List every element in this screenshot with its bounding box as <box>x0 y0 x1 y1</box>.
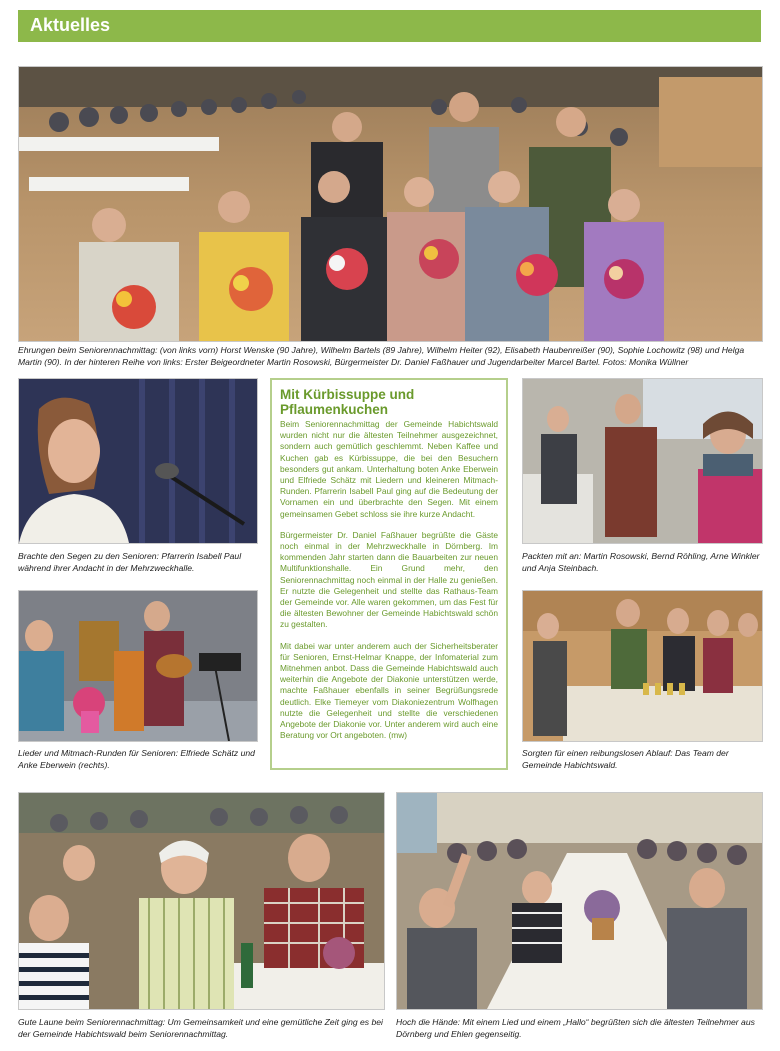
laughing-photo <box>18 792 385 1010</box>
helpers-photo <box>522 378 763 544</box>
helpers-photo-image <box>523 379 762 543</box>
team-photo-image <box>523 591 762 741</box>
helpers-caption: Packten mit an: Martin Rosowski, Bernd Röhling, Arne Winkler und Anja Steinbach. <box>522 551 760 573</box>
laughing-photo-image <box>19 793 384 1009</box>
hands-photo <box>396 792 763 1010</box>
article-paragraph-1: Beim Seniorennachmittag der Gemeinde Habichtswald wurden nicht nur die ältesten Teilnehmer ausgezeichnet, sondern auch gemütlich geschlemmt. Neben Kaffee und Kuchen gab es Kürbissuppe, die bei den Besuchern besonders gut ankam. Unterhaltung boten Anke Eberwein und Elfriede Schätz mit Liedern und kleineren Mitmach-Runden. Pfarrerin Isabell Paul ging auf die Bedeutung der Vornamen ein und überbrachte den Segen. Mit einem gemeinsamen Gebet schloss sie ihre kurze Andacht. <box>280 419 498 519</box>
article-headline: Mit Kürbissuppe und Pflaumenkuchen <box>280 387 415 417</box>
pastor-caption: Brachte den Segen zu den Senioren: Pfarrerin Isabell Paul während ihrer Andacht in der Mehrzweckhalle. <box>18 551 242 573</box>
pastor-photo-image <box>19 379 257 543</box>
music-caption: Lieder und Mitmach-Runden für Senioren: Elfriede Schätz und Anke Eberwein (rechts). <box>18 748 255 770</box>
group-photo-image <box>19 67 762 341</box>
main-photo-caption: Ehrungen beim Seniorennachmittag: (von links vorn) Horst Wenske (90 Jahre), Wilhelm Bartels (89 Jahre), Wilhelm Heiter (92), Elisabeth Haubenreißer (90), Sophie Lochowitz (98) und Helga Martin (90). In der hinteren Reihe von links: Erster Beigeordneter Martin Rosowski, Bürgermeister Dr. Daniel Faßhauer und Jugendarbeiter Marcel Bartel. Fotos: Monika Wüllner <box>18 345 745 367</box>
article-paragraph-2: Bürgermeister Dr. Daniel Faßhauer begrüßte die Gäste noch einmal in der Mehrzweckhalle in Dörnberg. Im kommenden Jahr starten dann die Bauarbeiten zur neuen Multifunktionshalle. Ein Grund mehr, den Seniorennachmittag noch einmal in der Halle zu genießen. Er nutzte die Gelegenheit und stellte das Rathaus-Team der Gemeinde vor. Alle waren gekommen, um das Fest für die ältesten Bewohner der Gemeinde Habichtswald schön zu gestalten. <box>280 529 498 630</box>
laughing-caption: Gute Laune beim Seniorennachmittag: Um Gemeinsamkeit und eine gemütliche Zeit ging es bei der Gemeinde Habichtswald beim Seniorennachmittag. <box>18 1017 383 1039</box>
team-photo <box>522 590 763 742</box>
section-header <box>18 10 761 42</box>
main-group-photo <box>18 66 763 342</box>
hands-caption: Hoch die Hände: Mit einem Lied und einem „Hallo“ begrüßten sich die ältesten Teilnehmer aus Dörnberg und Ehlen gegenseitig. <box>396 1017 755 1039</box>
music-photo-image <box>19 591 257 741</box>
article-box <box>270 378 508 770</box>
pastor-photo <box>18 378 258 544</box>
music-photo <box>18 590 258 742</box>
article-paragraph-3: Mit dabei war unter anderem auch der Sicherheitsberater für Senioren, Ernst-Helmar Knappe, der Infomaterial zum Mitnehmen anbot. Dass die Gemeinde Habichtswald auch weiterhin die Angebote der Diakonie unterstützen werde, machte Faßhauer ebenfalls in seiner Begrüßungsrede deutlich. Elke Tiemeyer vom Diakoniezentrum Wolfhagen nutzte die Gelegenheit und stellte die verschiedenen Angebote der Diakonie vor. Unter anderem wird auch eine Beratung vor Ort angeboten. (mw) <box>280 640 498 741</box>
section-title: Aktuelles <box>30 15 111 35</box>
hands-photo-image <box>397 793 762 1009</box>
team-caption: Sorgten für einen reibungslosen Ablauf: Das Team der Gemeinde Habichtswald. <box>522 748 729 770</box>
